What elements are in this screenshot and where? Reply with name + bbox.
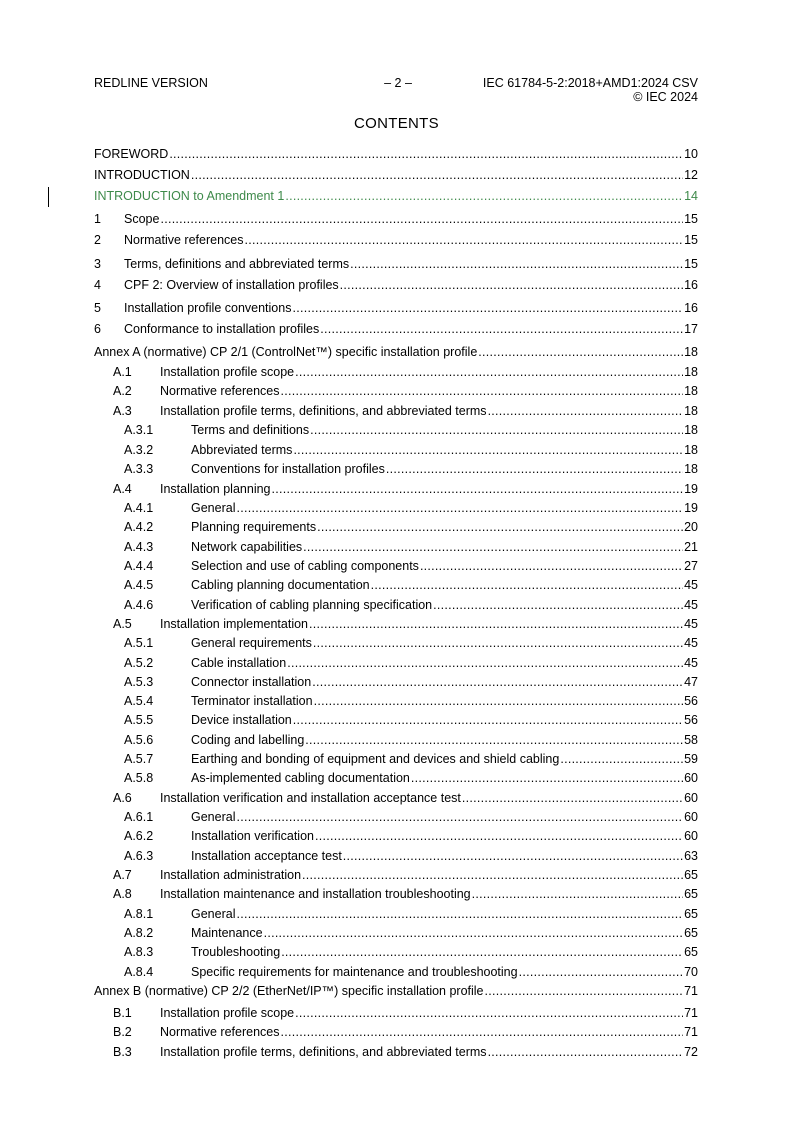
toc-entry-title: Installation maintenance and installation troubleshooting	[160, 887, 471, 901]
dot-leader	[293, 712, 683, 728]
toc-entry-page: 18	[684, 365, 698, 379]
toc-entry[interactable]	[94, 558, 698, 574]
dot-leader	[313, 635, 683, 651]
toc-entry-title: Network capabilities	[191, 540, 303, 554]
toc-entry[interactable]	[94, 655, 698, 671]
toc-entry[interactable]	[94, 577, 698, 593]
dot-leader	[160, 211, 683, 227]
toc-entry-title: Conformance to installation profiles	[124, 322, 320, 336]
toc-entry-number: A.4	[113, 482, 132, 496]
toc-entry-title: Cabling planning documentation	[191, 578, 370, 592]
toc-entry-page: 27	[684, 559, 698, 573]
toc-entry-title: Installation implementation	[160, 617, 308, 631]
toc-entry-page: 18	[684, 462, 698, 476]
toc-entry-page: 60	[684, 771, 698, 785]
dot-leader	[340, 277, 683, 293]
toc-entry[interactable]	[94, 693, 698, 709]
toc-entry-page: 56	[684, 694, 698, 708]
dot-leader	[302, 867, 683, 883]
toc-entry-title: CPF 2: Overview of installation profiles	[124, 278, 339, 292]
toc-entry[interactable]	[94, 828, 698, 844]
dot-leader	[386, 461, 683, 477]
dot-leader	[371, 577, 683, 593]
toc-entry[interactable]	[94, 848, 698, 864]
dot-leader	[264, 925, 684, 941]
toc-entry-title: Conventions for installation profiles	[191, 462, 385, 476]
dot-leader	[236, 500, 683, 516]
toc-entry-number: A.3	[113, 404, 132, 418]
toc-entry-title: Installation profile scope	[160, 1006, 295, 1020]
toc-entry-title: General	[191, 501, 236, 515]
toc-entry-number: A.5.4	[124, 694, 154, 708]
toc-entry-title: Annex B (normative) CP 2/2 (EtherNet/IP™) specific installation profile	[94, 984, 484, 998]
toc-entry-title: Installation verification	[191, 829, 314, 843]
toc-entry-number: A.4.2	[124, 520, 154, 534]
toc-entry-page: 56	[684, 713, 698, 727]
toc-entry-title: Abbreviated terms	[191, 443, 293, 457]
toc-entry[interactable]	[94, 256, 698, 272]
toc-entry[interactable]	[94, 461, 698, 477]
toc-entry-number: A.4.5	[124, 578, 154, 592]
toc-entry-title: Installation administration	[160, 868, 302, 882]
toc-entry[interactable]	[94, 344, 698, 360]
toc-entry-page: 18	[684, 443, 698, 457]
toc-entry-number: A.5.2	[124, 656, 154, 670]
dot-leader	[312, 674, 683, 690]
toc-entry-title: Terms and definitions	[191, 423, 310, 437]
toc-entry-page: 18	[684, 345, 698, 359]
dot-leader	[281, 1024, 684, 1040]
toc-entry-number: A.5.7	[124, 752, 154, 766]
toc-entry-title: Selection and use of cabling components	[191, 559, 419, 573]
toc-entry-number: A.8.2	[124, 926, 154, 940]
toc-entry-page: 15	[684, 212, 698, 226]
toc-entry-number: A.5	[113, 617, 132, 631]
toc-entry-page: 60	[684, 791, 698, 805]
toc-entry-page: 60	[684, 829, 698, 843]
toc-entry-page: 18	[684, 404, 698, 418]
toc-entry-page: 45	[684, 578, 698, 592]
toc-entry-page: 63	[684, 849, 698, 863]
toc-entry-title: FOREWORD	[94, 147, 169, 161]
document-identifier: IEC 61784-5-2:2018+AMD1:2024 CSV	[482, 76, 698, 90]
toc-entry-number: A.8.4	[124, 965, 154, 979]
toc-entry-title: Normative references	[160, 384, 280, 398]
toc-entry[interactable]	[94, 886, 698, 902]
toc-entry-page: 58	[684, 733, 698, 747]
toc-entry-page: 65	[684, 907, 698, 921]
toc-entry-number: B.3	[113, 1045, 132, 1059]
toc-entry-page: 15	[684, 233, 698, 247]
toc-entry[interactable]	[94, 188, 698, 204]
toc-entry-page: 10	[684, 147, 698, 161]
toc-entry-number: A.6.1	[124, 810, 154, 824]
toc-entry-number: A.5.6	[124, 733, 154, 747]
page-title: CONTENTS	[354, 115, 439, 132]
toc-entry-title: Earthing and bonding of equipment and devices and shield cabling	[191, 752, 560, 766]
toc-entry[interactable]	[94, 481, 698, 497]
toc-entry-title: Installation profile terms, definitions, and abbreviated terms	[160, 1045, 487, 1059]
toc-entry-number: 6	[94, 322, 101, 336]
dot-leader	[560, 751, 683, 767]
dot-leader	[285, 188, 683, 204]
dot-leader	[272, 481, 684, 497]
toc-entry-page: 20	[684, 520, 698, 534]
toc-entry[interactable]	[94, 983, 698, 999]
toc-entry[interactable]	[94, 321, 698, 337]
toc-entry-page: 12	[684, 168, 698, 182]
toc-entry-title: Connector installation	[191, 675, 312, 689]
toc-entry[interactable]	[94, 519, 698, 535]
toc-entry-number: 4	[94, 278, 101, 292]
toc-entry-number: B.2	[113, 1025, 132, 1039]
toc-entry-page: 18	[684, 423, 698, 437]
toc-entry-number: A.3.1	[124, 423, 154, 437]
toc-entry[interactable]	[94, 635, 698, 651]
toc-entry[interactable]	[94, 770, 698, 786]
toc-entry[interactable]	[94, 1024, 698, 1040]
toc-entry[interactable]	[94, 232, 698, 248]
toc-entry-title: Installation verification and installation acceptance test	[160, 791, 461, 805]
toc-entry-page: 72	[684, 1045, 698, 1059]
toc-entry-title: General requirements	[191, 636, 312, 650]
toc-entry-title: INTRODUCTION	[94, 168, 190, 182]
toc-entry[interactable]	[94, 751, 698, 767]
dot-leader	[292, 300, 683, 316]
toc-entry-title: Normative references	[124, 233, 244, 247]
toc-entry-page: 71	[684, 984, 698, 998]
toc-entry-page: 18	[684, 384, 698, 398]
toc-entry-title: Installation acceptance test	[191, 849, 342, 863]
toc-entry-title: Terms, definitions and abbreviated terms	[124, 257, 350, 271]
dot-leader	[309, 616, 683, 632]
toc-entry-page: 60	[684, 810, 698, 824]
copyright-notice: © IEC 2024	[633, 90, 698, 104]
dot-leader	[305, 732, 683, 748]
dot-leader	[293, 442, 683, 458]
toc-entry-number: 2	[94, 233, 101, 247]
dot-leader	[314, 693, 684, 709]
toc-entry-number: A.5.8	[124, 771, 154, 785]
toc-entry-title: Device installation	[191, 713, 292, 727]
toc-entry-page: 45	[684, 598, 698, 612]
toc-entry-page: 47	[684, 675, 698, 689]
toc-entry[interactable]	[94, 925, 698, 941]
dot-leader	[488, 403, 684, 419]
toc-entry-page: 65	[684, 868, 698, 882]
toc-entry-page: 65	[684, 887, 698, 901]
toc-entry-title: Specific requirements for maintenance and troubleshooting	[191, 965, 518, 979]
toc-entry[interactable]	[94, 364, 698, 380]
dot-leader	[420, 558, 683, 574]
toc-entry-title: General	[191, 907, 236, 921]
toc-entry-page: 65	[684, 926, 698, 940]
dot-leader	[462, 790, 683, 806]
toc-entry-page: 71	[684, 1006, 698, 1020]
toc-entry-number: A.4.1	[124, 501, 154, 515]
dot-leader	[343, 848, 683, 864]
toc-entry-title: Normative references	[160, 1025, 280, 1039]
toc-entry[interactable]	[94, 300, 698, 316]
toc-entry-number: 3	[94, 257, 101, 271]
toc-entry-title: Planning requirements	[191, 520, 317, 534]
toc-entry[interactable]	[94, 539, 698, 555]
toc-entry-title: Maintenance	[191, 926, 263, 940]
toc-entry-number: A.3.3	[124, 462, 154, 476]
toc-entry-page: 16	[684, 278, 698, 292]
toc-entry-title: Cable installation	[191, 656, 287, 670]
toc-entry[interactable]	[94, 809, 698, 825]
toc-entry-page: 15	[684, 257, 698, 271]
toc-entry-title: As-implemented cabling documentation	[191, 771, 410, 785]
toc-entry-number: A.4.6	[124, 598, 154, 612]
toc-entry-page: 45	[684, 617, 698, 631]
dot-leader	[485, 983, 684, 999]
toc-entry-title: Installation profile conventions	[124, 301, 292, 315]
toc-entry[interactable]	[94, 674, 698, 690]
toc-entry-number: A.8.1	[124, 907, 154, 921]
dot-leader	[433, 597, 683, 613]
toc-entry-page: 45	[684, 636, 698, 650]
dot-leader	[317, 519, 683, 535]
toc-entry-page: 65	[684, 945, 698, 959]
toc-entry[interactable]	[94, 442, 698, 458]
toc-entry[interactable]	[94, 383, 698, 399]
toc-entry-title: Annex A (normative) CP 2/1 (ControlNet™) specific installation profile	[94, 345, 478, 359]
toc-entry[interactable]	[94, 211, 698, 227]
toc-entry-title: Terminator installation	[191, 694, 313, 708]
toc-entry-number: B.1	[113, 1006, 132, 1020]
toc-entry[interactable]	[94, 1044, 698, 1060]
toc-entry-page: 70	[684, 965, 698, 979]
toc-entry-page: 14	[684, 189, 698, 203]
toc-entry-number: A.2	[113, 384, 132, 398]
dot-leader	[236, 809, 683, 825]
dot-leader	[320, 321, 683, 337]
dot-leader	[488, 1044, 684, 1060]
toc-entry-title: Scope	[124, 212, 160, 226]
toc-entry-number: A.3.2	[124, 443, 154, 457]
toc-entry-number: A.5.3	[124, 675, 154, 689]
toc-entry-number: A.5.5	[124, 713, 154, 727]
toc-entry-number: A.4.3	[124, 540, 154, 554]
toc-entry-number: A.8.3	[124, 945, 154, 959]
toc-entry[interactable]	[94, 732, 698, 748]
toc-entry-title: INTRODUCTION to Amendment 1	[94, 189, 285, 203]
toc-entry[interactable]	[94, 867, 698, 883]
toc-entry[interactable]	[94, 1005, 698, 1021]
dot-leader	[350, 256, 683, 272]
toc-entry[interactable]	[94, 167, 698, 183]
toc-entry[interactable]	[94, 146, 698, 162]
dot-leader	[478, 344, 683, 360]
toc-entry-page: 16	[684, 301, 698, 315]
toc-entry-number: A.8	[113, 887, 132, 901]
page-number: – 2 –	[384, 76, 412, 90]
toc-entry-page: 71	[684, 1025, 698, 1039]
toc-entry[interactable]	[94, 403, 698, 419]
toc-entry-number: 5	[94, 301, 101, 315]
toc-entry-number: A.5.1	[124, 636, 154, 650]
dot-leader	[245, 232, 684, 248]
toc-entry[interactable]	[94, 944, 698, 960]
dot-leader	[169, 146, 683, 162]
dot-leader	[519, 964, 684, 980]
toc-entry[interactable]	[94, 277, 698, 293]
toc-entry-number: 1	[94, 212, 101, 226]
toc-entry-page: 21	[684, 540, 698, 554]
dot-leader	[236, 906, 683, 922]
toc-entry-title: Troubleshooting	[191, 945, 281, 959]
toc-entry[interactable]	[94, 790, 698, 806]
toc-entry[interactable]	[94, 906, 698, 922]
toc-entry-page: 45	[684, 656, 698, 670]
dot-leader	[191, 167, 683, 183]
toc-entry-page: 19	[684, 501, 698, 515]
toc-entry-number: A.6.3	[124, 849, 154, 863]
dot-leader	[287, 655, 683, 671]
toc-entry-title: Installation planning	[160, 482, 271, 496]
toc-entry-page: 19	[684, 482, 698, 496]
toc-entry-number: A.4.4	[124, 559, 154, 573]
toc-entry-number: A.6.2	[124, 829, 154, 843]
toc-entry[interactable]	[94, 964, 698, 980]
toc-entry-title: General	[191, 810, 236, 824]
dot-leader	[281, 383, 684, 399]
toc-entry-title: Coding and labelling	[191, 733, 305, 747]
toc-entry-number: A.7	[113, 868, 132, 882]
toc-entry-number: A.1	[113, 365, 132, 379]
toc-entry[interactable]	[94, 616, 698, 632]
toc-entry-title: Verification of cabling planning specification	[191, 598, 433, 612]
dot-leader	[472, 886, 683, 902]
dot-leader	[310, 422, 683, 438]
toc-entry[interactable]	[94, 500, 698, 516]
dot-leader	[411, 770, 683, 786]
toc-entry[interactable]	[94, 712, 698, 728]
toc-entry-title: Installation profile terms, definitions, and abbreviated terms	[160, 404, 487, 418]
toc-entry[interactable]	[94, 422, 698, 438]
running-header-left: REDLINE VERSION	[94, 76, 208, 90]
toc-entry-number: A.6	[113, 791, 132, 805]
dot-leader	[281, 944, 683, 960]
toc-entry-page: 17	[684, 322, 698, 336]
dot-leader	[295, 364, 683, 380]
toc-entry-title: Installation profile scope	[160, 365, 295, 379]
dot-leader	[303, 539, 683, 555]
dot-leader	[315, 828, 683, 844]
dot-leader	[295, 1005, 683, 1021]
toc-entry-page: 59	[684, 752, 698, 766]
toc-entry[interactable]	[94, 597, 698, 613]
